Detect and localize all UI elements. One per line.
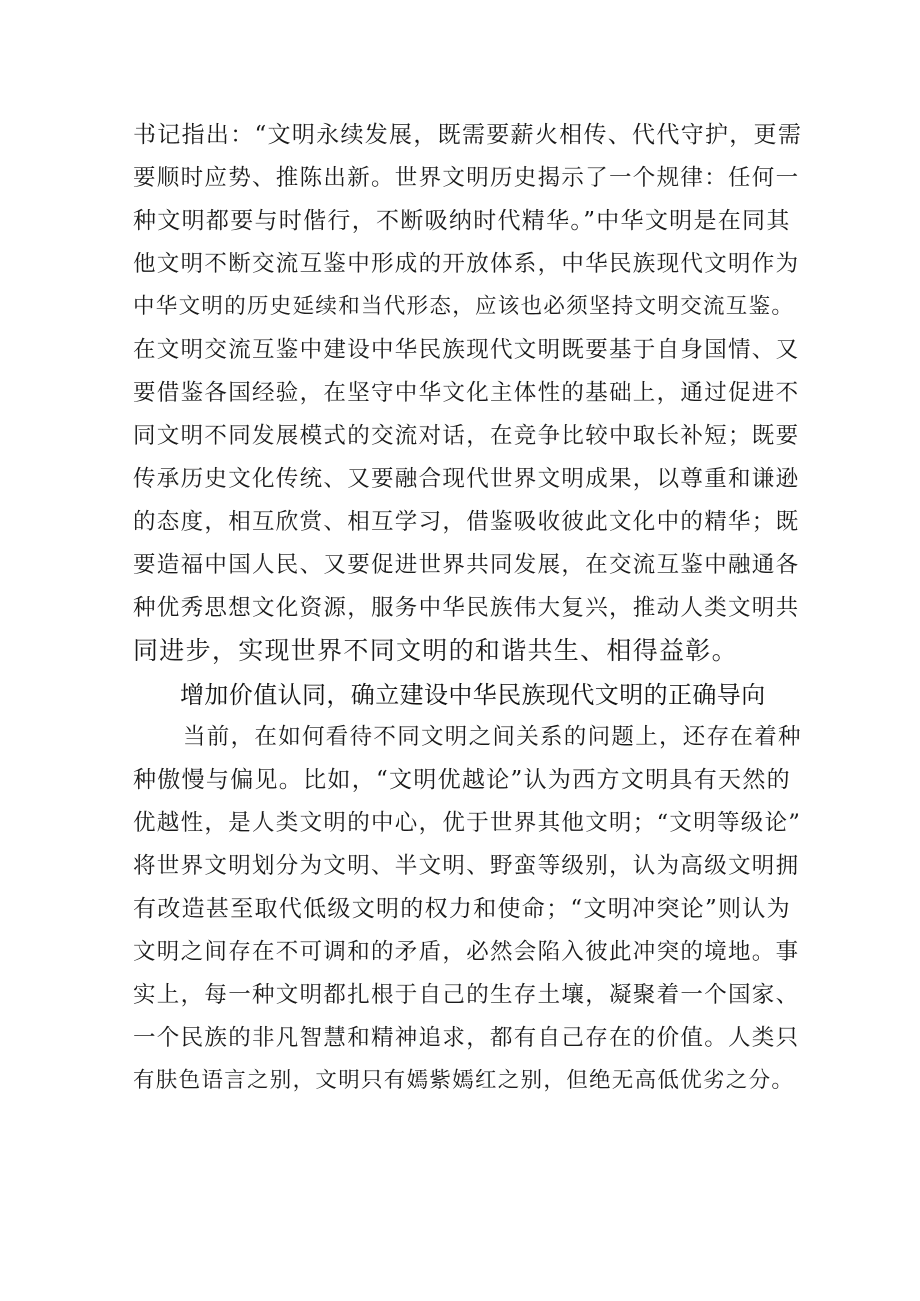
section-heading: 增加价值认同，确立建设中华民族现代文明的正确导向 [180, 681, 766, 709]
text-line: 要造福中国人民、又要促进世界共同发展，在交流互鉴中融通各 [133, 552, 800, 578]
text-line: 种文明都要与时偕行，不断吸纳时代精华。”中华文明是在同其 [133, 208, 791, 234]
text-line: 文明之间存在不可调和的矛盾，必然会陷入彼此冲突的境地。事 [133, 939, 800, 965]
text-line: 将世界文明划分为文明、半文明、野蛮等级别，认为高级文明拥 [133, 853, 800, 879]
text-line: 的态度，相互欣赏、相互学习，借鉴吸收彼此文化中的精华；既 [133, 509, 800, 535]
text-line: 优越性，是人类文明的中心，优于世界其他文明；“文明等级论” [133, 810, 802, 836]
text-line: 同文明不同发展模式的交流对话，在竞争比较中取长补短；既要 [133, 423, 800, 449]
text-line: 种优秀思想文化资源，服务中华民族伟大复兴，推动人类文明共 [133, 595, 800, 621]
text-line: 当前，在如何看待不同文明之间关系的问题上，还存在着种 [183, 724, 802, 750]
text-line: 实上，每一种文明都扎根于自己的生存土壤，凝聚着一个国家、 [133, 982, 800, 1008]
text-line: 书记指出：“文明永续发展，既需要薪火相传、代代守护，更需 [133, 122, 803, 148]
text-line: 他文明不断交流互鉴中形成的开放体系，中华民族现代文明作为 [133, 251, 800, 277]
text-line: 有肤色语言之别，文明只有嫣紫嫣红之别，但绝无高低优劣之分。 [133, 1068, 795, 1093]
text-line: 种傲慢与偏见。比如，“文明优越论”认为西方文明具有天然的 [133, 767, 791, 793]
text-line: 要顺时应势、推陈出新。世界文明历史揭示了一个规律：任何一 [133, 165, 800, 191]
text-line: 有改造甚至取代低级文明的权力和使命；“文明冲突论”则认为 [133, 896, 791, 922]
text-line: 在文明交流互鉴中建设中华民族现代文明既要基于自身国情、又 [133, 337, 800, 363]
text-line: 要借鉴各国经验，在坚守中华文化主体性的基础上，通过促进不 [133, 380, 800, 406]
text-line: 中华文明的历史延续和当代形态，应该也必须坚持文明交流互鉴。 [133, 294, 795, 319]
text-line: 传承历史文化传统、又要融合现代世界文明成果，以尊重和谦逊 [133, 466, 800, 492]
text-line: 同进步，实现世界不同文明的和谐共生、相得益彰。 [133, 636, 738, 665]
text-line: 一个民族的非凡智慧和精神追求，都有自己存在的价值。人类只 [133, 1025, 800, 1051]
